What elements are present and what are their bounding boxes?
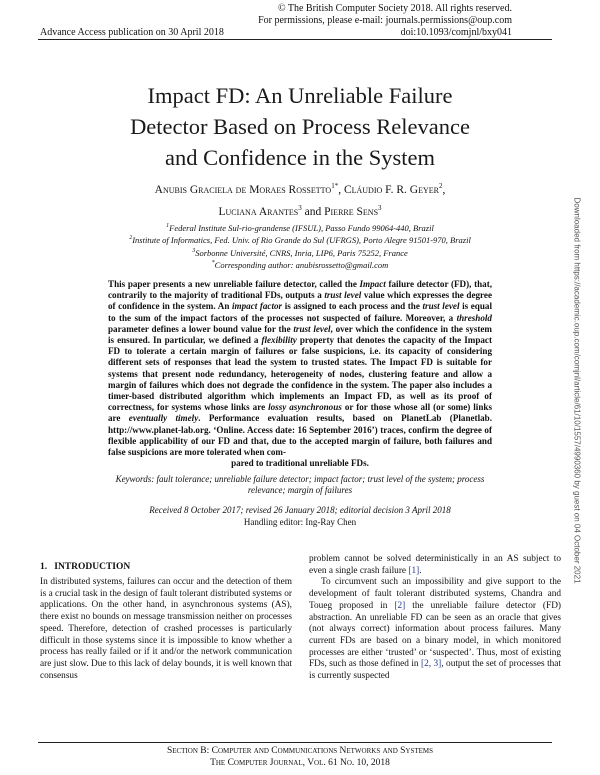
received-dates: Received 8 October 2017; revised 26 January 2018; editorial decision 3 April 2018	[149, 505, 451, 515]
corr-mark: *	[211, 259, 215, 266]
abstract-last-line: pared to traditional unreliable FDs.	[231, 458, 369, 469]
handling-editor: Handling editor: Ing-Ray Chen	[243, 517, 357, 527]
abstract-text: , over which the confidence in the system is ensured. In particular, we defined a	[108, 323, 492, 346]
author-list: Anubis Graciela de Moraes Rossetto$^{1*}$, Cláudio F. R. Geyer$^2$, Luciana Arantes$^3$ and Pierre Sens$^3$	[154, 182, 446, 218]
citation-link[interactable]: [1]	[408, 565, 420, 576]
abstract-emph: trust level	[422, 301, 460, 312]
section-heading	[40, 561, 130, 573]
footer-section: Section B: Computer and Communications Networks and Systems	[166, 746, 434, 756]
abstract-text: . Performance evaluation results, based on PlanetLab (Planetlab. http://www.planet-lab.org. ‘Online. Access date: 16 September 2016’) traces, confirm the degree of flexible applicability of our FD and that, due to the accepted margin of failure, both failures and false suspicions are more tolerated when com-	[108, 413, 492, 458]
author-name: Anubis Graciela de Moraes Rossetto	[154, 183, 332, 196]
abstract-emph: flexibility	[261, 335, 297, 346]
para-text: To circumvent such an impossibility and give support to the development of fault tolerant distributed systems, Chandra and Toueg proposed in	[309, 577, 561, 611]
right-paragraph-1	[309, 554, 561, 577]
affiliation-1: Federal Institute Sul-rio-grandense (IFSUL), Passo Fundo 99064-440, Brazil	[169, 222, 434, 233]
abstract	[108, 279, 492, 469]
title-line-3: and Confidence in the System	[165, 145, 435, 170]
abstract-text: This paper presents a new unreliable failure detector, called the	[108, 279, 357, 289]
abstract-emph: trust level	[293, 323, 331, 334]
affil-num: 2	[129, 235, 133, 242]
keywords	[108, 474, 492, 496]
abstract-emph: impact factor	[232, 301, 283, 312]
author-sup: 3	[378, 203, 382, 212]
abstract-emph: eventually timely	[128, 413, 199, 424]
author-sup: 1*	[331, 182, 339, 190]
affil-num: 1	[166, 223, 170, 229]
author-and: and	[304, 205, 322, 218]
doi-line: doi:10.1093/comjnl/bxy041	[400, 27, 512, 38]
paper-title	[60, 80, 540, 173]
affiliations	[60, 221, 540, 270]
permissions-line: For permissions, please e-mail: journals.permissions@oup.com	[258, 15, 512, 26]
author-name: Luciana Arantes	[218, 205, 299, 218]
abstract-emph: trust level	[324, 290, 362, 301]
para-text: problem cannot be solved deterministically in an AS subject to even a single crash failure	[309, 554, 561, 576]
abstract-emph: lossy asynchronous	[268, 402, 342, 413]
author-sup: 2	[438, 182, 443, 190]
abstract-text: parameter defines a lower bound value for the	[108, 323, 291, 334]
author-sup: 3	[298, 203, 302, 212]
download-stamp	[572, 197, 582, 584]
copyright-line: © The British Computer Society 2018. All rights reserved.	[277, 3, 512, 14]
right-paragraph-2	[309, 577, 561, 682]
advance-access-line: Advance Access publication on 30 April 2018	[40, 27, 224, 38]
abstract-emph: Impact	[359, 279, 386, 289]
footer-rule	[38, 742, 552, 743]
affil-num: 3	[192, 247, 196, 254]
abstract-text: is assigned to each process and the	[284, 301, 420, 312]
abstract-text: is equal to the sum of the impact factors of the processes not suspected of failure. Moreover, a	[108, 301, 492, 323]
download-stamp-text: Downloaded from https://academic.oup.com/comjnl/article/61/10/1557/4990360 by guest on 04 October 2021	[572, 197, 582, 584]
header-rule	[38, 39, 552, 40]
abstract-text: or for those whose all (or some) links are	[108, 402, 492, 424]
para-text: , output the set of processes that is currently suspected	[309, 659, 562, 682]
affiliation-2: Institute of Informatics, Fed. Univ. of Rio Grande do Sul (UFRGS), Porto Alegre 91501-970, Brazil	[132, 235, 471, 246]
abstract-text: value which expresses the degree of confidence in the system. An	[108, 290, 493, 312]
keywords-text: fault tolerance; unreliable failure detector; impact factor; trust level of the system; process relevance; margin of failures	[156, 474, 485, 495]
citation-link[interactable]: [2, 3]	[421, 659, 442, 670]
keywords-label: Keywords:	[115, 474, 155, 484]
abstract-text: property that denotes the capacity of the Impact FD to tolerate a certain margin of failures or false suspicions, i.e. its capacity of considering different sets of responses that lead the system to trusted states. The Impact FD is suitable for systems that present node redundancy, heterogeneity of nodes, clustering feature and allow a margin of failures which does not degrade the confidence in the system. The paper also includes a timer-based distributed algorithm which implements an Impact FD, as well as its proof of correctness, for systems whose links are	[108, 335, 492, 413]
abstract-emph: threshold	[456, 312, 492, 323]
affiliation-3: Sorbonne Université, CNRS, Inria, LIP6, Paris 75252, France	[195, 247, 408, 258]
section-number: 1.	[40, 562, 48, 572]
right-column	[309, 554, 561, 683]
para-text: the unreliable failure detector (FD) abstraction. An unreliable FD can be seen as an oracle that gives (not always correct) information about process failures. Many current FDs are based on a binary model, in which monitored processes are either ‘trusted’ or ‘suspected’. Thus, most of existing FDs, such as those defined in	[309, 600, 562, 670]
citation-link[interactable]: [2]	[394, 600, 406, 611]
title-line-1: Impact FD: An Unreliable Failure	[147, 83, 453, 108]
abstract-text: failure detector (FD), that, contrarily to the majority of traditional FDs, outputs a	[108, 279, 493, 301]
para-text: .	[419, 565, 422, 576]
corresponding-author: Corresponding author: anubisrossetto@gmail.com	[214, 259, 389, 270]
left-column-paragraph: In distributed systems, failures can occur and the detection of them is a crucial task in the design of fault tolerant distributed systems or applications. On the other hand, in asynchronous systems (AS), there exist no bounds on message transmission neither on processes speed. Therefore, detection of crashed processes is particularly difficult in those systems since it is impossible to know whether a process has really failed or if it and/or the network communication are just slow. Due to this lack of delay bounds, it is well known that consensus	[40, 577, 292, 681]
author-name: Cláudio F. R. Geyer	[343, 183, 439, 196]
title-line-2: Detector Based on Process Relevance	[130, 114, 470, 139]
author-name: Pierre Sens	[324, 205, 379, 218]
footer-journal: The Computer Journal, Vol. 61 No. 10, 2018	[210, 758, 390, 768]
section-title: INTRODUCTION	[54, 562, 131, 572]
